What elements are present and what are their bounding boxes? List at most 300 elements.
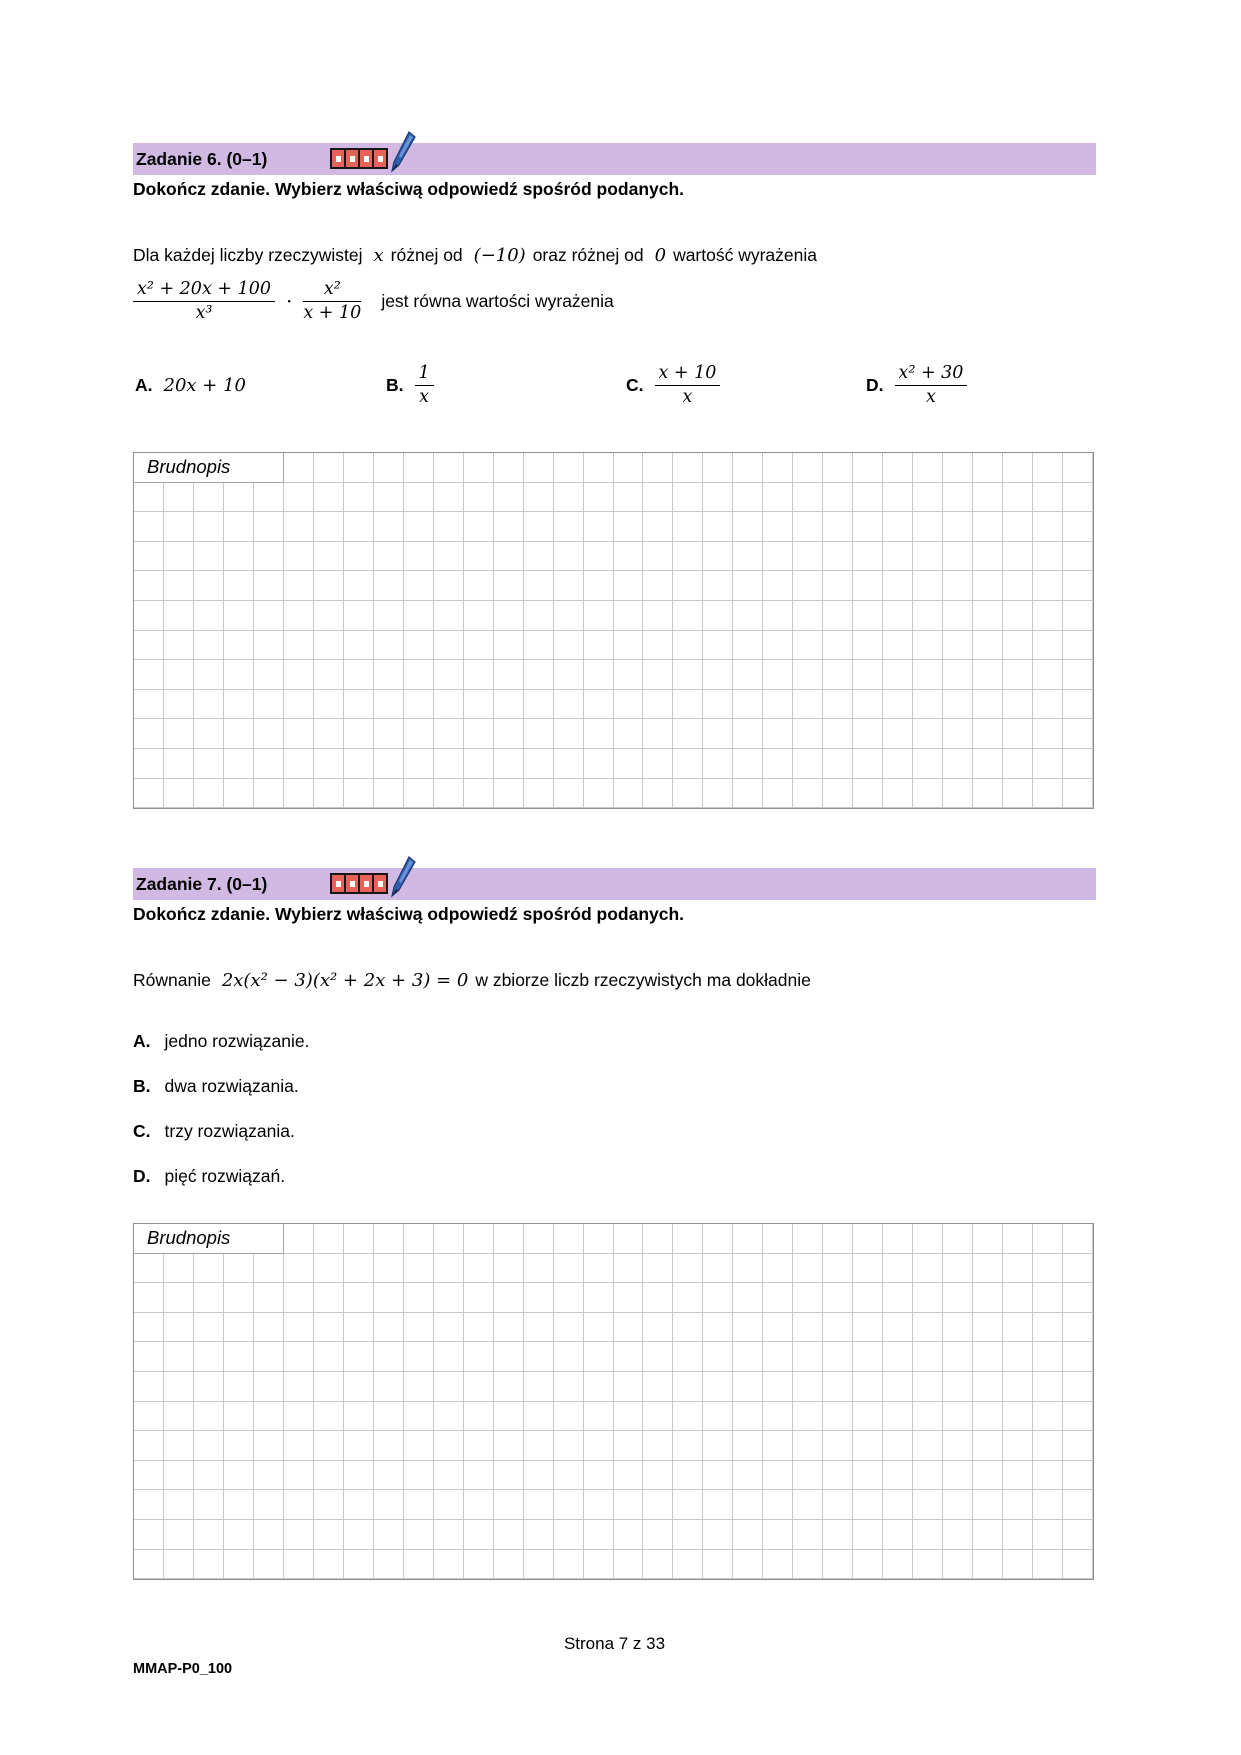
grid-cell bbox=[494, 1490, 524, 1520]
grid-cell bbox=[763, 1283, 793, 1313]
grid-cell bbox=[554, 1431, 584, 1461]
grid-cell bbox=[524, 1490, 554, 1520]
grid-cell bbox=[1063, 779, 1093, 809]
stamp-square bbox=[360, 150, 372, 167]
grid-cell bbox=[853, 601, 883, 631]
grid-cell bbox=[614, 453, 644, 483]
grid-cell bbox=[763, 1372, 793, 1402]
grid-cell bbox=[1003, 1313, 1033, 1343]
answer-label: B. bbox=[386, 374, 404, 395]
grid-cell bbox=[224, 660, 254, 690]
grid-cell bbox=[1003, 512, 1033, 542]
grid-cell bbox=[254, 483, 284, 513]
math-var: x bbox=[373, 245, 384, 266]
grid-cell bbox=[314, 542, 344, 572]
grid-cell bbox=[943, 1283, 973, 1313]
grid-cell bbox=[344, 1372, 374, 1402]
grid-cell bbox=[254, 690, 284, 720]
grid-cell bbox=[194, 1431, 224, 1461]
grid-cell bbox=[883, 1254, 913, 1284]
grid-cell bbox=[344, 1520, 374, 1550]
answer-fraction bbox=[415, 363, 434, 408]
grid-cell bbox=[1063, 601, 1093, 631]
grid-cell bbox=[703, 453, 733, 483]
answer-label: D. bbox=[866, 374, 884, 395]
math-excluded-value: (−10) bbox=[473, 245, 526, 266]
grid-cell bbox=[554, 719, 584, 749]
grid-cell bbox=[554, 660, 584, 690]
grid-cell bbox=[643, 1224, 673, 1254]
grid-cell bbox=[494, 1254, 524, 1284]
grid-cell bbox=[524, 1520, 554, 1550]
grid-cell bbox=[973, 1224, 1003, 1254]
grid-cell bbox=[524, 779, 554, 809]
grid-cell bbox=[973, 719, 1003, 749]
grid-cell bbox=[1033, 571, 1063, 601]
grid-cell bbox=[134, 631, 164, 661]
grid-cell bbox=[763, 1402, 793, 1432]
grid-cell bbox=[314, 1490, 344, 1520]
task7-header-bar bbox=[133, 868, 1096, 900]
grid-cell bbox=[284, 1550, 314, 1580]
grid-cell bbox=[524, 1372, 554, 1402]
grid-cell bbox=[823, 1550, 853, 1580]
grid-cell bbox=[643, 601, 673, 631]
stamp-square bbox=[332, 875, 344, 892]
answer-option-d bbox=[866, 355, 967, 415]
grid-cell bbox=[733, 1372, 763, 1402]
answer-option-c bbox=[626, 355, 720, 415]
grid-cell bbox=[673, 1520, 703, 1550]
grid-cell bbox=[134, 1313, 164, 1343]
grid-cell bbox=[314, 483, 344, 513]
grid-cell bbox=[494, 1342, 524, 1372]
grid-cell bbox=[224, 1431, 254, 1461]
grid-cell bbox=[374, 542, 404, 572]
grid-cell bbox=[703, 1224, 733, 1254]
grid-cell bbox=[793, 749, 823, 779]
grid-cell bbox=[404, 601, 434, 631]
grid-cell bbox=[1033, 1372, 1063, 1402]
grid-cell bbox=[883, 453, 913, 483]
grid-cell bbox=[284, 1402, 314, 1432]
grid-cell bbox=[284, 1342, 314, 1372]
math-excluded-value: 0 bbox=[654, 245, 667, 266]
grid-cell bbox=[703, 571, 733, 601]
grid-cell bbox=[943, 1313, 973, 1343]
grid-cell bbox=[134, 1461, 164, 1491]
grid-cell bbox=[673, 601, 703, 631]
grid-cell bbox=[314, 1313, 344, 1343]
grid-cell bbox=[554, 1550, 584, 1580]
grid-cell bbox=[284, 571, 314, 601]
grid-cell bbox=[164, 483, 194, 513]
grid-cell bbox=[494, 1372, 524, 1402]
grid-cell bbox=[1033, 779, 1063, 809]
grid-cell bbox=[673, 690, 703, 720]
brudnopis-label: Brudnopis bbox=[134, 1224, 284, 1254]
grid-cell bbox=[344, 1313, 374, 1343]
grid-cell bbox=[793, 779, 823, 809]
grid-cell bbox=[374, 779, 404, 809]
grid-cell bbox=[913, 631, 943, 661]
grid-cell bbox=[464, 453, 494, 483]
grid-cell bbox=[1003, 1431, 1033, 1461]
statement-text: oraz różnej od bbox=[532, 245, 644, 265]
grid-cell bbox=[224, 1490, 254, 1520]
grid-cell bbox=[224, 1372, 254, 1402]
grid-cell bbox=[1033, 601, 1063, 631]
grid-cell bbox=[464, 1520, 494, 1550]
fraction-denominator: x³ bbox=[195, 302, 213, 323]
grid-cell bbox=[614, 1402, 644, 1432]
grid-cell bbox=[344, 542, 374, 572]
grid-cell bbox=[314, 690, 344, 720]
grid-cell bbox=[494, 1461, 524, 1491]
grid-cell bbox=[194, 542, 224, 572]
grid-cell bbox=[194, 749, 224, 779]
grid-cell bbox=[943, 483, 973, 513]
statement-text: Dla każdej liczby rzeczywistej bbox=[133, 245, 363, 265]
grid-cell bbox=[614, 1254, 644, 1284]
grid-cell bbox=[1063, 542, 1093, 572]
grid-cell bbox=[913, 1490, 943, 1520]
grid-cell bbox=[404, 1342, 434, 1372]
grid-cell bbox=[164, 601, 194, 631]
answer-option-b bbox=[386, 355, 434, 415]
grid-cell bbox=[164, 719, 194, 749]
grid-cell bbox=[703, 1461, 733, 1491]
grid-cell bbox=[883, 512, 913, 542]
grid-cell bbox=[1063, 1520, 1093, 1550]
grid-cell bbox=[673, 542, 703, 572]
grid-cell bbox=[763, 542, 793, 572]
grid-cell bbox=[224, 690, 254, 720]
grid-cell bbox=[614, 1342, 644, 1372]
grid-cell bbox=[524, 601, 554, 631]
grid-cell bbox=[194, 1254, 224, 1284]
grid-cell bbox=[793, 542, 823, 572]
grid-cell bbox=[584, 512, 614, 542]
grid-cell bbox=[793, 483, 823, 513]
grid-cell bbox=[164, 1372, 194, 1402]
grid-cell bbox=[404, 483, 434, 513]
grid-cell bbox=[554, 1342, 584, 1372]
grid-cell bbox=[404, 779, 434, 809]
grid-cell bbox=[1003, 601, 1033, 631]
grid-cell bbox=[254, 1254, 284, 1284]
grid-cell bbox=[464, 1431, 494, 1461]
grid-cell bbox=[254, 601, 284, 631]
grid-cell bbox=[643, 660, 673, 690]
grid-cell bbox=[1063, 1342, 1093, 1372]
grid-cell bbox=[1003, 690, 1033, 720]
grid-cell bbox=[733, 1431, 763, 1461]
grid-cell bbox=[733, 542, 763, 572]
grid-cell bbox=[314, 719, 344, 749]
grid-cell bbox=[1033, 1490, 1063, 1520]
grid-cell bbox=[584, 1402, 614, 1432]
grid-cell bbox=[344, 719, 374, 749]
grid-cell bbox=[134, 779, 164, 809]
grid-cell bbox=[554, 453, 584, 483]
grid-cell bbox=[314, 1550, 344, 1580]
grid-cell bbox=[1003, 1342, 1033, 1372]
task7-statement bbox=[133, 970, 815, 991]
fraction-1 bbox=[133, 279, 275, 324]
grid-cell bbox=[524, 749, 554, 779]
grid-cell bbox=[1063, 1550, 1093, 1580]
grid-cell bbox=[1063, 749, 1093, 779]
grid-cell bbox=[254, 631, 284, 661]
grid-cell bbox=[584, 1342, 614, 1372]
grid-cell bbox=[494, 453, 524, 483]
grid-cell bbox=[1063, 1254, 1093, 1284]
grid-cell bbox=[254, 660, 284, 690]
grid-cell bbox=[943, 453, 973, 483]
grid-cell bbox=[913, 1550, 943, 1580]
grid-cell bbox=[763, 749, 793, 779]
grid-cell bbox=[164, 512, 194, 542]
grid-cell bbox=[434, 1254, 464, 1284]
grid-cell bbox=[853, 1342, 883, 1372]
grid-cell bbox=[1003, 1461, 1033, 1491]
grid-cell bbox=[1003, 631, 1033, 661]
grid-cell bbox=[224, 601, 254, 631]
grid-cell bbox=[164, 1431, 194, 1461]
grid-cell bbox=[643, 1490, 673, 1520]
grid-cell bbox=[703, 1342, 733, 1372]
grid-cell bbox=[374, 719, 404, 749]
grid-cell bbox=[973, 512, 1003, 542]
grid-cell bbox=[913, 1313, 943, 1343]
grid-cell bbox=[943, 690, 973, 720]
grid-cell bbox=[883, 601, 913, 631]
grid-cell bbox=[464, 1224, 494, 1254]
pen-icon bbox=[388, 856, 416, 907]
grid-cell bbox=[374, 1520, 404, 1550]
stamp-square bbox=[346, 150, 358, 167]
stamp-dot bbox=[364, 881, 369, 887]
grid-cell bbox=[164, 1313, 194, 1343]
grid-cell bbox=[763, 719, 793, 749]
grid-cell bbox=[853, 1224, 883, 1254]
grid-cell bbox=[434, 571, 464, 601]
grid-cell bbox=[853, 1283, 883, 1313]
grid-cell bbox=[194, 601, 224, 631]
grid-cell bbox=[134, 571, 164, 601]
grid-cell bbox=[524, 690, 554, 720]
grid-cell bbox=[793, 1283, 823, 1313]
grid-cell bbox=[134, 660, 164, 690]
grid-cell bbox=[973, 1342, 1003, 1372]
grid-cell bbox=[464, 779, 494, 809]
grid-cell bbox=[763, 1224, 793, 1254]
grid-cell bbox=[314, 1283, 344, 1313]
grid-cell bbox=[134, 542, 164, 572]
grid-cell bbox=[584, 1372, 614, 1402]
grid-cell bbox=[703, 483, 733, 513]
grid-cell bbox=[164, 690, 194, 720]
grid-cell bbox=[763, 601, 793, 631]
grid-cell bbox=[404, 512, 434, 542]
grid-cell bbox=[374, 631, 404, 661]
grid-cell bbox=[823, 1283, 853, 1313]
grid-cell bbox=[763, 1254, 793, 1284]
grid-cell bbox=[494, 1550, 524, 1580]
grid-cell bbox=[913, 719, 943, 749]
grid-cell bbox=[733, 719, 763, 749]
task7-title: Zadanie 7. (0–1) bbox=[136, 873, 268, 894]
grid-cell bbox=[404, 1313, 434, 1343]
grid-cell bbox=[614, 1224, 644, 1254]
grid-cell bbox=[494, 1520, 524, 1550]
grid-cell bbox=[524, 1461, 554, 1491]
grid-cell bbox=[733, 1490, 763, 1520]
grid-cell bbox=[763, 690, 793, 720]
grid-cell bbox=[673, 1283, 703, 1313]
grid-cell bbox=[883, 1283, 913, 1313]
grid-cell bbox=[434, 1224, 464, 1254]
grid-cell bbox=[254, 1283, 284, 1313]
grid-cell bbox=[793, 1254, 823, 1284]
grid-cell bbox=[374, 1224, 404, 1254]
grid-cell bbox=[194, 1372, 224, 1402]
grid-cell bbox=[1033, 1402, 1063, 1432]
grid-cell bbox=[673, 660, 703, 690]
grid-cell bbox=[643, 571, 673, 601]
grid-cell bbox=[793, 1342, 823, 1372]
grid-cell bbox=[793, 1372, 823, 1402]
grid-cell bbox=[733, 1224, 763, 1254]
grid-cell bbox=[913, 1431, 943, 1461]
grid-cell bbox=[883, 749, 913, 779]
grid-cell bbox=[164, 1283, 194, 1313]
fraction-denominator: x bbox=[926, 386, 936, 407]
grid-cell bbox=[763, 1461, 793, 1491]
grid-cell bbox=[1033, 1224, 1063, 1254]
grid-cell bbox=[943, 1402, 973, 1432]
grid-cell bbox=[164, 1461, 194, 1491]
grid-cell bbox=[284, 1372, 314, 1402]
grid-cell bbox=[524, 1550, 554, 1580]
grid-cell bbox=[1003, 660, 1033, 690]
grid-cell bbox=[554, 483, 584, 513]
grid-cell bbox=[853, 631, 883, 661]
grid-cell bbox=[913, 512, 943, 542]
grid-cell bbox=[733, 631, 763, 661]
grid-cell bbox=[703, 1254, 733, 1284]
answer-option-b bbox=[133, 1076, 299, 1097]
grid-cell bbox=[164, 1342, 194, 1372]
grid-cell bbox=[1033, 660, 1063, 690]
grid-cell bbox=[913, 453, 943, 483]
grid-cell bbox=[703, 749, 733, 779]
grid-cell bbox=[524, 1283, 554, 1313]
grid-cell bbox=[703, 601, 733, 631]
grid-cell bbox=[374, 483, 404, 513]
grid-cell bbox=[643, 1520, 673, 1550]
task6-marker-icon bbox=[330, 148, 388, 169]
task6-statement bbox=[133, 245, 821, 266]
grid-cell bbox=[763, 779, 793, 809]
grid-cell bbox=[494, 483, 524, 513]
statement-text: Równanie bbox=[133, 970, 211, 990]
grid-cell bbox=[584, 779, 614, 809]
grid-cell bbox=[823, 1461, 853, 1491]
grid-cell bbox=[643, 1372, 673, 1402]
grid-cell bbox=[404, 542, 434, 572]
grid-cell bbox=[1033, 1342, 1063, 1372]
grid-cell bbox=[943, 1550, 973, 1580]
grid-cell bbox=[673, 1254, 703, 1284]
grid-cell bbox=[584, 749, 614, 779]
grid-cell bbox=[883, 1224, 913, 1254]
grid-cell bbox=[194, 779, 224, 809]
grid-cell bbox=[284, 1431, 314, 1461]
grid-cell bbox=[973, 660, 1003, 690]
grid-cell bbox=[883, 1402, 913, 1432]
grid-cell bbox=[134, 749, 164, 779]
grid-cell bbox=[374, 1254, 404, 1284]
grid-cell bbox=[973, 601, 1003, 631]
grid-cell bbox=[254, 571, 284, 601]
grid-cell bbox=[733, 1342, 763, 1372]
grid-cell bbox=[434, 1520, 464, 1550]
grid-cell bbox=[584, 1313, 614, 1343]
grid-cell bbox=[134, 1520, 164, 1550]
grid-cell bbox=[883, 690, 913, 720]
grid-cell bbox=[494, 1224, 524, 1254]
grid-cell bbox=[434, 631, 464, 661]
grid-cell bbox=[673, 1342, 703, 1372]
grid-cell bbox=[793, 631, 823, 661]
grid-cell bbox=[763, 1342, 793, 1372]
grid-cell bbox=[554, 571, 584, 601]
grid-cell bbox=[943, 1342, 973, 1372]
grid-cell bbox=[883, 1550, 913, 1580]
grid-cell bbox=[554, 542, 584, 572]
answer-option-a bbox=[135, 355, 246, 415]
grid-cell bbox=[853, 690, 883, 720]
grid-cell bbox=[1063, 1313, 1093, 1343]
grid-cell bbox=[254, 512, 284, 542]
grid-cell bbox=[554, 690, 584, 720]
grid-cell bbox=[763, 631, 793, 661]
grid-cell bbox=[524, 1224, 554, 1254]
grid-cell bbox=[434, 749, 464, 779]
grid-cell bbox=[1033, 631, 1063, 661]
grid-cell bbox=[913, 660, 943, 690]
grid-cell bbox=[1063, 1402, 1093, 1432]
grid-cell bbox=[314, 749, 344, 779]
grid-cell bbox=[434, 1342, 464, 1372]
answer-label: C. bbox=[133, 1121, 151, 1141]
grid-cell bbox=[973, 749, 1003, 779]
grid-cell bbox=[584, 1550, 614, 1580]
grid-cell bbox=[374, 601, 404, 631]
grid-cell bbox=[614, 542, 644, 572]
grid-cell bbox=[134, 690, 164, 720]
grid-cell bbox=[643, 749, 673, 779]
grid-cell bbox=[703, 1431, 733, 1461]
grid-cell bbox=[344, 1490, 374, 1520]
grid-cell bbox=[614, 719, 644, 749]
grid-cell bbox=[733, 512, 763, 542]
grid-cell bbox=[673, 1402, 703, 1432]
grid-cell bbox=[584, 1461, 614, 1491]
grid-cell bbox=[614, 779, 644, 809]
